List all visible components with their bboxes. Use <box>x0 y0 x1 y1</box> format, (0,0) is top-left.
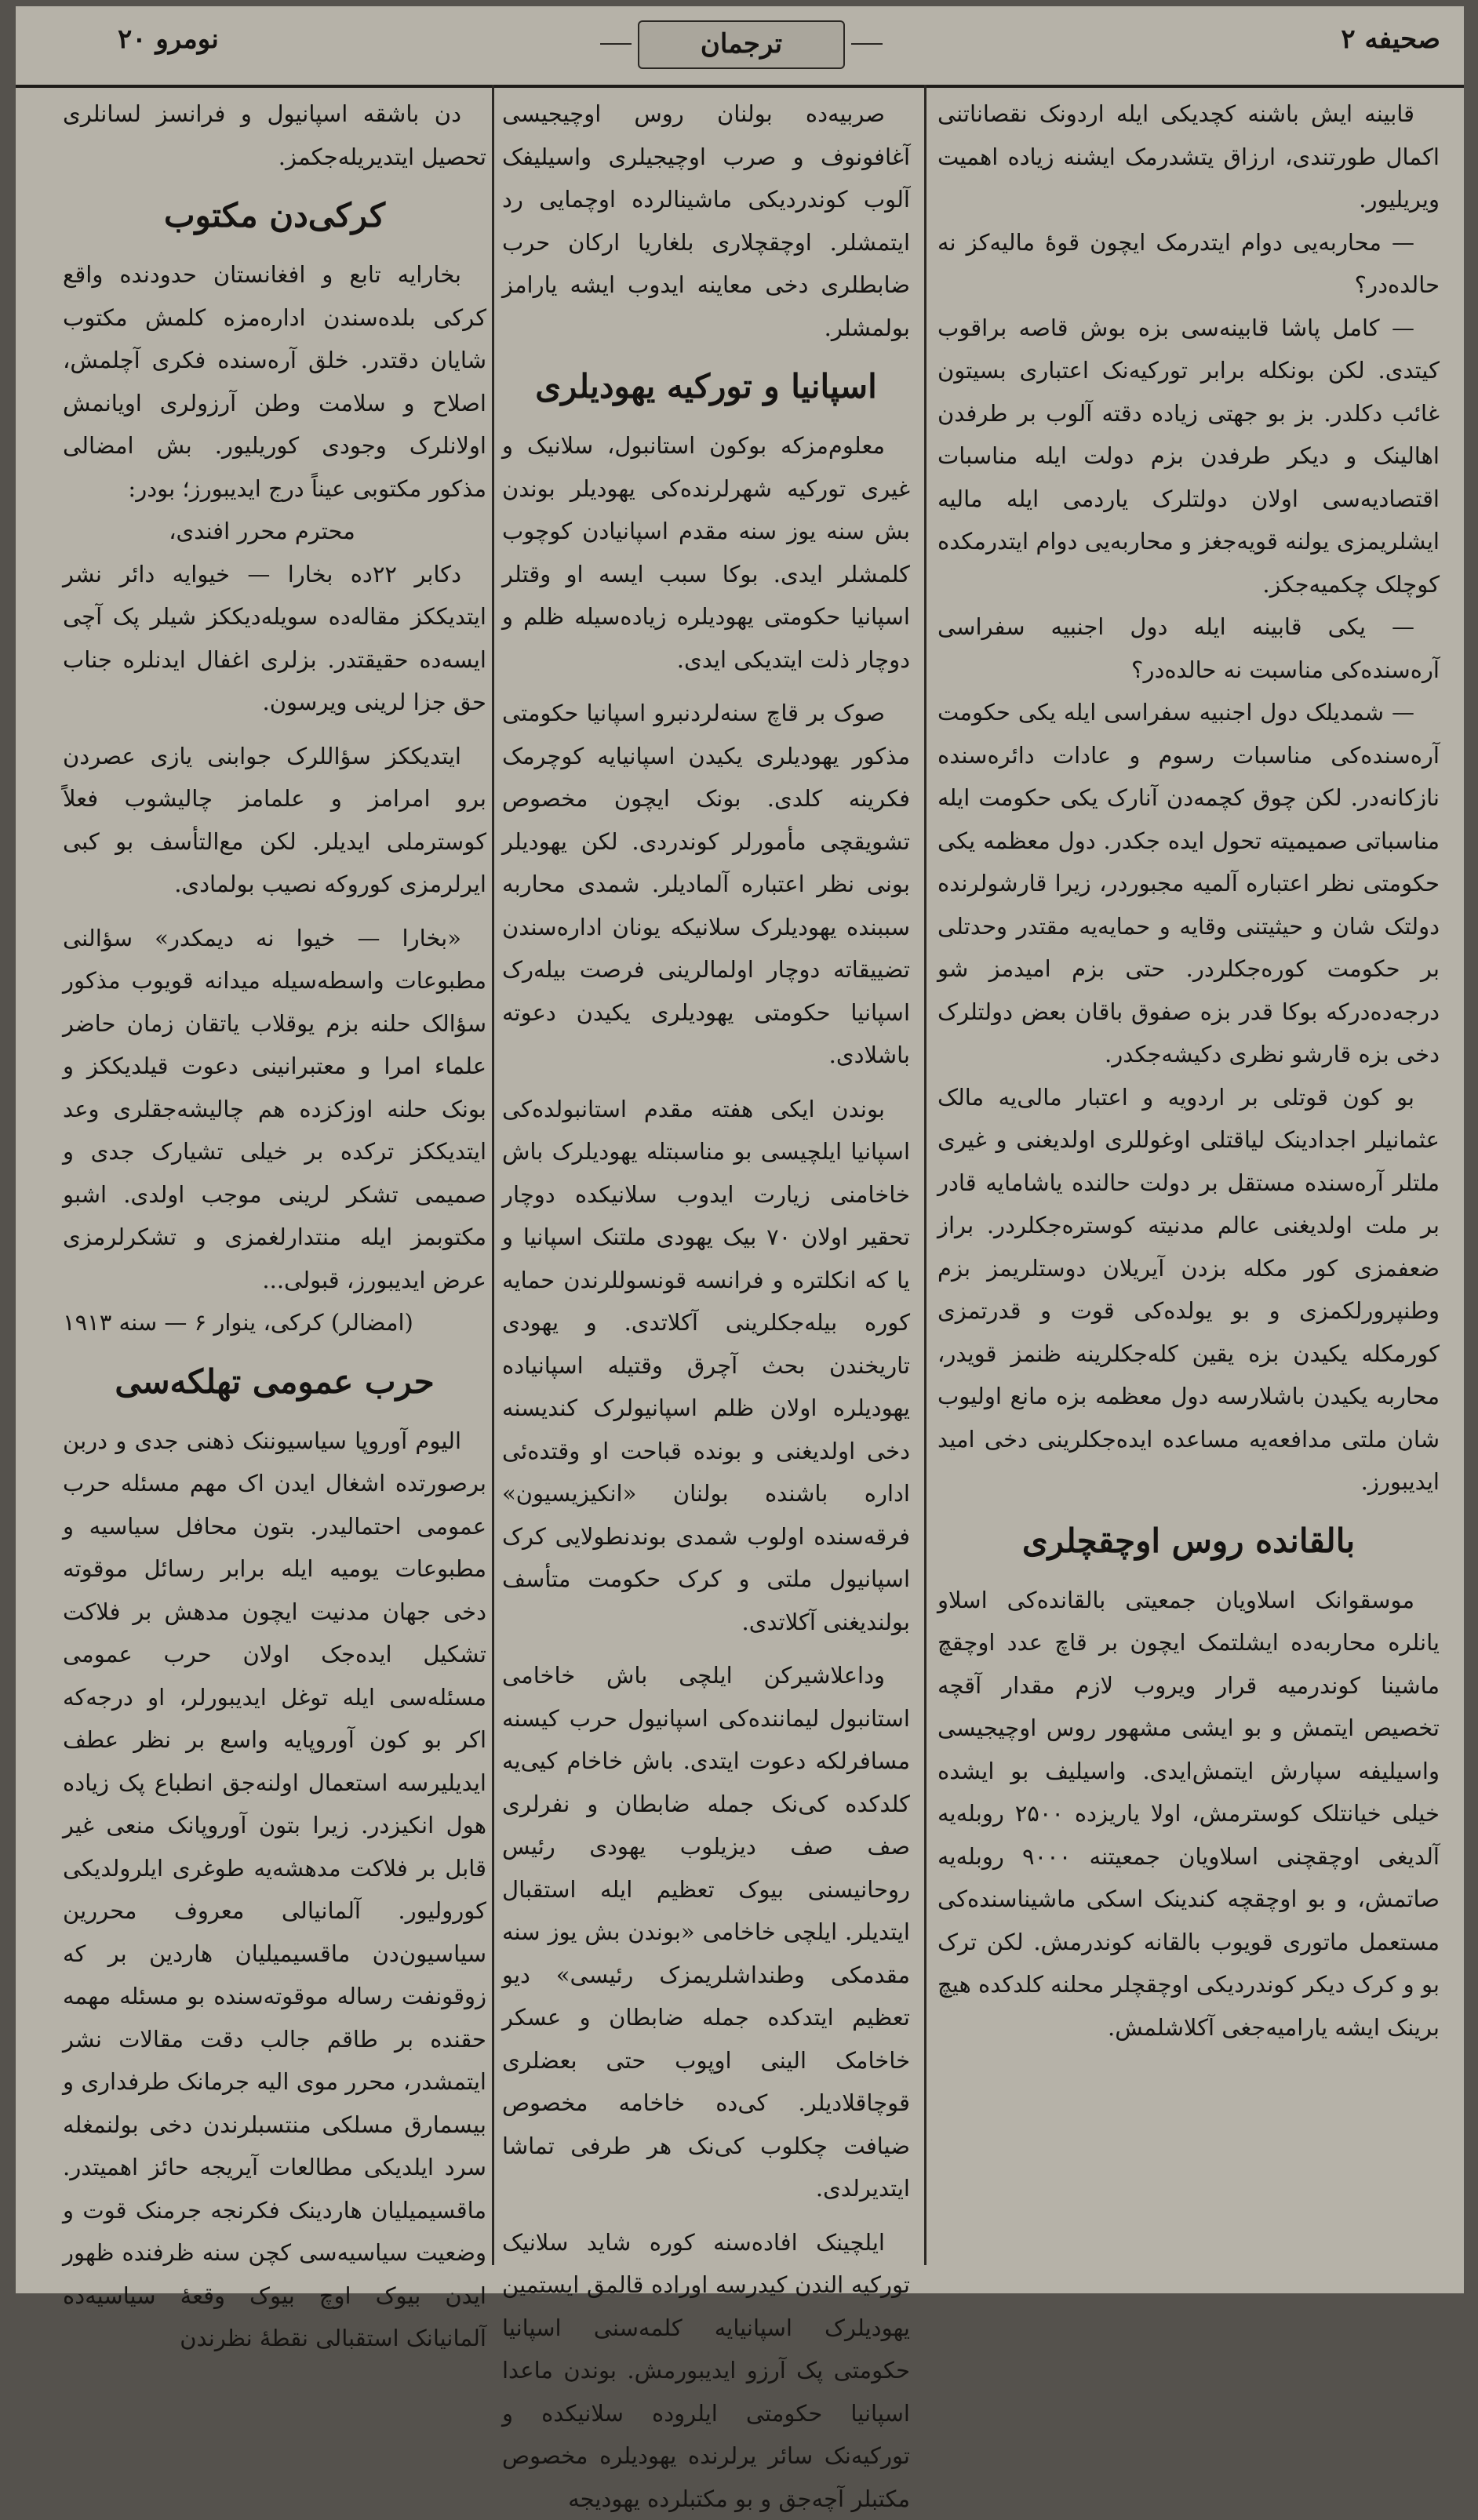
paragraph: صربیه‌ده بولنان روس اوچیجیسی آغافونوف و صرب اوچیجیلری واسیلیفک آلوب کوندردیکی ماشینالرده اوچمایی رد ایتمشلر. اوچقچلاری بلغاریا ارکان حرب ضابطلری دخی معاینه ایدوب ایشه یارامز بولمشلر. <box>502 93 910 349</box>
column-rule <box>492 85 494 2265</box>
paragraph: موسقوانک اسلاویان جمعیتی بالقانده‌کی اسلاو یانلره محاربه‌ده ایشلتمک ایچون بر قاچ عدد اوچقچ ماشینا کوندرمیه قرار ویروب لازم مقدار آقچه تخصیص ایتمش و بو ایشی مشهور روس اوچیجیسی واسیلیفه سپارش ایتمش‌ایدی. واسیلیف بو ایشده خیلی خیانتلک کوسترمش، اولا یاریزده ۲۵۰۰ روبله‌یه آلدیغی اوچقچنی اسلاویان جمعیتنه ۹۰۰۰ روبله‌یه صاتمش، و بو اوچقچه کندینک اسکی ماشیناسنده‌کی مستعمل ماتوری قویوب بالقانه کوندرمش. لکن ترک بو و کرک دیکر کوندردیکی اوچقچلر محلنه کلدکده هیچ برینک ایشه یارامیه‌جغی آکلاشلمش. <box>937 1579 1440 2049</box>
newspaper-title: ترجمان <box>638 20 845 69</box>
article-heading: بالقانده روس اوچقچلری <box>937 1518 1440 1565</box>
issue-number: نومرو ۲۰ <box>118 24 219 55</box>
newspaper-page <box>16 6 1464 2293</box>
paragraph: — کامل پاشا قابینه‌سی بزه بوش قاصه براقوب کیتدی. لکن بونکله برابر تورکیه‌نک اعتباری بسیتون غائب دکلدر. بز بو جهتی زیاده دقته آلوب بر طرفدن اهالینک و دیکر طرفدن بزم دولت ایله مناسبات اقتصادیه‌سی اولان دولتلرک یاردمی ایله مالیه ایشلریمزی یولنه قویه‌جغز و محاربه‌یی دوام ایتدرمکده کوچلک چکمیه‌جکز. <box>937 307 1440 606</box>
column-right <box>937 93 1440 2273</box>
paragraph: صوک بر قاچ سنه‌لردنبرو اسپانیا حکومتی مذکور یهودیلری یکیدن اسپانیایه کوچرمک فکرینه کلدی. بونک ایچون مخصوص تشویقچی مأمورلر کوندردی. لکن یهودیلر بونی نظر اعتباره آلمادیلر. شمدی محاربه سببنده یهودیلرک سلانیکه یونان اداره‌سندن تضییقاته دوچار اولمالرینی فرصت بیله‌رک اسپانیا حکومتی یهودیلری یکیدن دعوته باشلادی. <box>502 692 910 1077</box>
page-number: صحیفه ۲ <box>1341 24 1440 55</box>
letter-signature: (امضالر) کرکی، ینوار ۶ — سنه ۱۹۱۳ <box>63 1301 486 1344</box>
article-heading: اسپانیا و تورکیه یهودیلری <box>502 363 910 410</box>
column-left <box>63 93 486 2273</box>
paragraph: الیوم آوروپا سیاسیوننک ذهنی جدی و دربن برصورتده اشغال ایدن اک مهم مسئله حرب عمومی احتمالیدر. بتون محافل سیاسیه و مطبوعات یومیه ایله برابر رسائل موقوته دخی جهان مدنیت ایچون مدهش بر فلاکت تشکیل ایده‌جک اولان حرب عمومی مسئله‌سی ایله توغل ایدیبورلر، او درجه‌که اکر بو کون آوروپایه واسع بر نظر عطف ایدیلیرسه استعمال اولنه‌جق انطباع پک زیاده هول انکیزدر. زیرا بتون آوروپانک منعی غیر قابل بر فلاکت مدهشه‌یه طوغری ایلرولدیکی کورولیور. آلمانیالی معروف محررین سیاسیون‌دن ماقسیمیلیان هاردین بر که زوقونفت رساله موقوته‌سنده بو مسئله مهمه حقنده بر طاقم جالب دقت مقالات نشر ایتمشدر، محرر موی الیه جرمانک طرفداری و بیسمارق مسلکی منتسبلرندن دخی بولنمغله سرد ایلدیکی مطالعات آیریجه حائز اهمیتدر. ماقسیمیلیان هاردینک فکرنجه جرمنک قوت و وضعیت سیاسیه‌سی کچن سنه ظرفنده ظهور ایدن بیوک اوچ بیوک وقعهٔ سیاسیه‌ده آلمانیانک استقبالی نقطهٔ نظرندن <box>63 1420 486 2360</box>
paragraph: — شمدیلک دول اجنبیه سفراسی ایله یکی حکومت آره‌سنده‌کی مناسبات رسوم و عادات دائره‌سنده نازکانه‌در. لکن چوق کچمه‌دن آنارک یکی حکومت ایله مناسباتی صمیمیته تحول ایده جکدر. دول معظمه یکی حکومتی نظر اعتباره آلمیه مجبوردر، زیرا قارشولرنده دولتک شان و حیثیتنی وقایه و حمایه‌یه مقتدر وحدتلی بر حکومت کوره‌جکلردر. حتی بزم امیدمز شو درجه‌ده‌درکه بوکا قدر بزه صفوق باقان بعض دولتلرک دخی بزه قارشو نظری دکیشه‌جکدر. <box>937 691 1440 1076</box>
article-heading: حرب عمومی تهلکه‌سی <box>63 1358 486 1405</box>
paragraph: — یکی قابینه ایله دول اجنبیه سفراسی آره‌سنده‌کی مناسبت نه حالده‌در؟ <box>937 605 1440 691</box>
paragraph: معلوم‌مزکه بوکون استانبول، سلانیک و غیری تورکیه شهرلرنده‌کی یهودیلر بوندن بش سنه یوز سنه مقدم اسپانیادن کوچوب کلمشلر ایدی. بوکا سبب ایسه او وقتلر اسپانیا حکومتی یهودیلره زیاده‌سیله ظلم و دوچار ذلت ایتدیکی ایدی. <box>502 424 910 681</box>
paragraph: دن باشقه اسپانیول و فرانسز لسانلری تحصیل ایتدیریله‌جکمز. <box>63 93 486 178</box>
column-middle <box>502 93 910 2273</box>
paragraph: بخارایه تابع و افغانستان حدودنده واقع کرکی بلده‌سندن اداره‌مزه کلمش مکتوب شایان دقتدر. خلق آره‌سنده فکری آچلمش، اصلاح و سلامت وطن آرزولری اویانمش اولانلرک وجودی کوریلیور. بش امضالی مذکور مکتوبی عیناً درج ایدیبورز؛ بودر: <box>63 253 486 510</box>
paragraph: «بخارا — خیوا نه دیمکدر» سؤالنی مطبوعات واسطه‌سیله میدانه قویوب مذکور سؤالک حلنه بزم یوقلاب یاتقان زمان حاضر علماء امرا و معتبرانینی دعوت قیلدیککز و بونک حلنه اوزکزده هم چالیشه‌جقلری وعد ایتدیککز ترکده بر خیلی تشیارک جدی و صمیمی تشکر لرینی موجب اولدی. اشبو مکتوبمز ایله منتدارلغمزی و تشکرلرمزی عرض ایدیبورز، قبولی... <box>63 917 486 1302</box>
paragraph: — محاربه‌یی دوام ایتدرمک ایچون قوهٔ مالیه‌کز نه حالده‌در؟ <box>937 221 1440 307</box>
masthead-bar <box>16 6 1464 88</box>
paragraph: بوندن ایکی هفته مقدم استانبولده‌کی اسپانیا ایلچیسی بو مناسبتله یهودیلرک باش خاخامنی زیارت ایدوب سلانیکده دوچار تحقیر اولان ۷۰ بیک یهودی ملتنک اسپانیا و یا که انکلتره و فرانسه قونسوللرندن حمایه کوره بیله‌جکلرینی آکلاتدی. و یهودی تاریخندن بحث آچرق وقتیله اسپانیاده یهودیلره اولان ظلم اسپانیولرک کندیسنه دخی اولدیغنی و بونده قباحت او وقتده‌ئی اداره باشنده بولنان «انکیزیسیون» فرقه‌سنده اولوب شمدی بوندنطولایی کرک اسپانیول ملتی و کرک حکومت متأسف بولندیغنی آکلاتدی. <box>502 1088 910 1644</box>
paragraph: ایلچینک افاده‌سنه کوره شاید سلانیک تورکیه الندن کیدرسه اوراده قالمق ایستمین یهودیلرک اسپانیایه کلمه‌سنی اسپانیا حکومتی پک آرزو ایدیبورمش. بوندن ماعدا اسپانیا حکومتی ایلروده سلانیکده و تورکیه‌نک سائر یرلرنده یهودیلره مخصوص مکتبلر آچه‌جق و بو مکتبلرده یهودیجه <box>502 2221 910 2520</box>
paragraph: ایتدیککز سؤاللرک جوابنی یازی عصردن برو امرامز و علمامز چالیشوب فعلاً کوسترملی ایدیلر. لکن مع‌التأسف بو کبی ایرلرمزی کوروکه نصیب بولمادی. <box>63 735 486 906</box>
paragraph: وداعلاشیرکن ایلچی باش خاخامی استانبول لیماننده‌کی اسپانیول حرب کیسنه مسافرلکه دعوت ایتدی. باش خاخام کیی‌یه کلدکده کی‌نک جمله ضابطان و نفرلری صف صف دیزیلوب یهودی رئیس روحانیسنی بیوک تعظیم ایله استقبال ایتدیلر. ایلچی خاخامی «بوندن بش یوز سنه مقدمکی وطنداشلریمزک رئیسی» دیو تعظیم ایتدکده جمله ضابطان و عسکر خاخامک الینی اوپوب حتی بعضلری قوچاقلادیلر. کی‌ده خاخامه مخصوص ضیافت چکلوب کی‌نک هر طرفی تماشا ایتدیرلدی. <box>502 1654 910 2210</box>
letter-salutation: محترم محرر افندی، <box>63 510 486 553</box>
paragraph: قابینه ایش باشنه کچدیکی ایله اردونک نقصاناتنی اکمال طورتندی، ارزاق یتشدرمک ایشنه زیاده اهمیت ویریلیور. <box>937 93 1440 221</box>
column-rule <box>924 85 926 2265</box>
paragraph: دکابر ۲۲ده بخارا — خیوایه دائر نشر ایتدیککز مقاله‌ده سویله‌دیککز شیلر پک آچی ایسه‌ده حقیقتدر. بزلری اغفال ایدنلره جناب حق جزا لرینی ویرسون. <box>63 553 486 724</box>
paragraph: بو کون قوتلی بر اردویه و اعتبار مالی‌یه مالک عثمانیلر اجدادینک لیاقتلی اوغوللری اولدیغنی و غیری ملتلر آره‌سنده مستقل بر دولت حالنده یاشامایه قادر بر ملت اولدیغنی عالم مدنیته کوستره‌جکلردر. براز ضعفمزی کور مکله بزدن آیریلان دوستلریمز بزم وطنپرورلکمزی و بو یولده‌کی قوت و قدرتمزی کورمکله یکیدن بزه یقین کله‌جکلرینه ظنمز قویدر، محاربه یکیدن باشلارسه دول معظمه بزه مانع اولیوب شان ملتی مدافعه‌یه مساعده ایده‌جکلرینی دخی امید ایدیبورز. <box>937 1076 1440 1504</box>
article-heading: کرکی‌دن مکتوب <box>63 192 486 239</box>
